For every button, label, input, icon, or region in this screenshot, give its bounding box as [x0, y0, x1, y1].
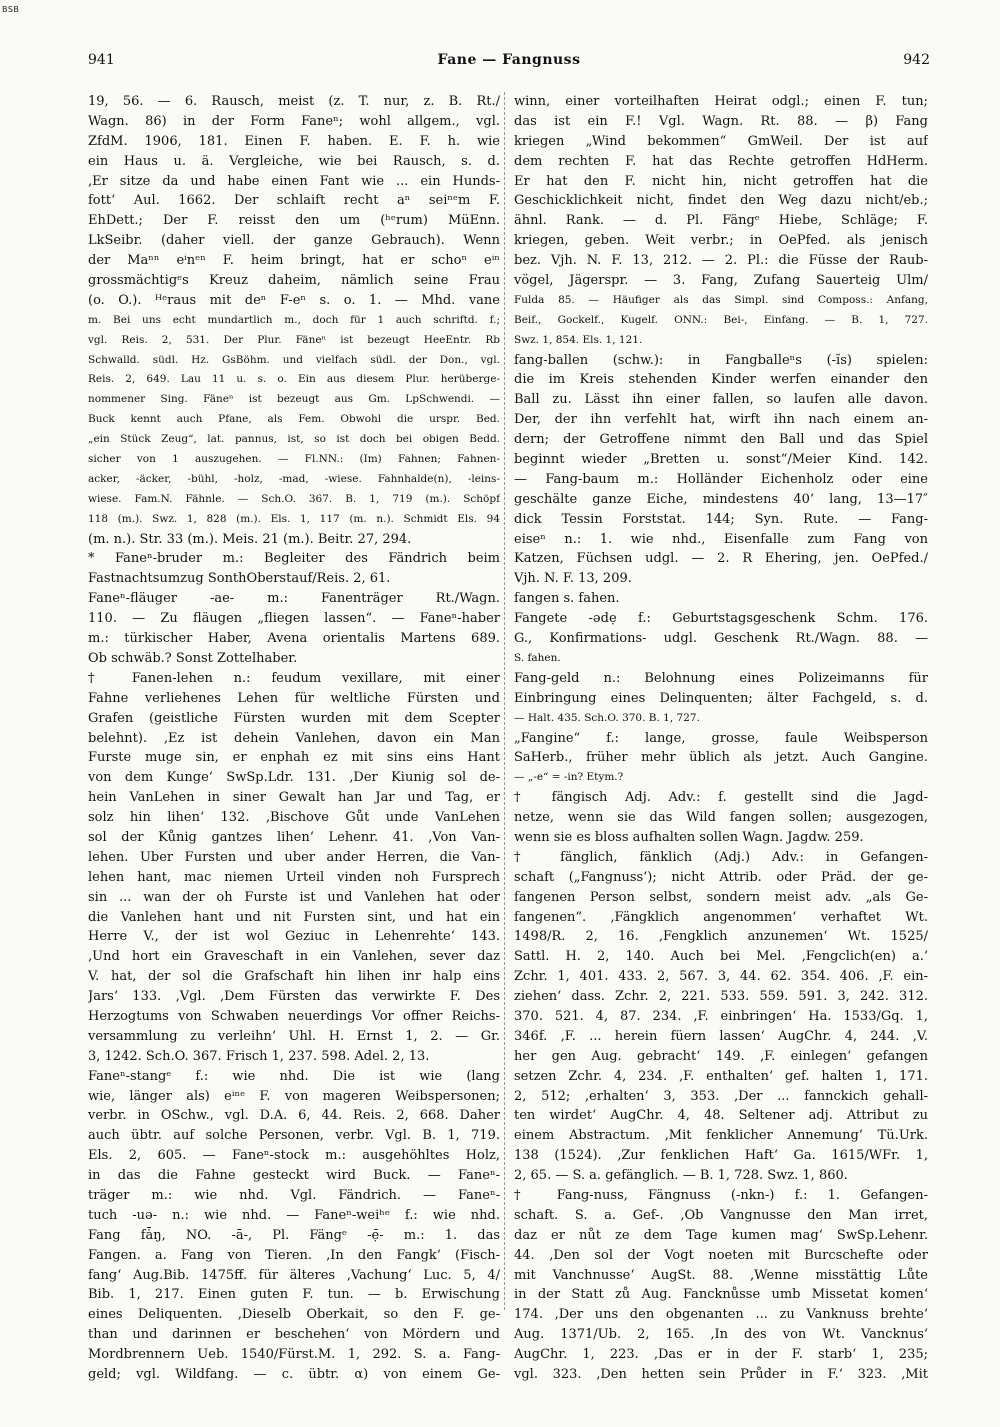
text-line: Fang-geld n.: Belohnung eines Polizeimanns für [514, 670, 928, 686]
text-line: 346f. ‚F. ... herein füern lassen‘ AugChr. 4, 244. ‚V. [514, 1028, 928, 1044]
text-line: † fängisch Adj. Adv.: f. gestellt sind die Jagd- [514, 790, 928, 806]
text-line: 3, 1242. Sch.O. 367. Frisch 1, 237. 598. Adel. 2, 13. [88, 1048, 430, 1064]
text-line: winn, einer vorteilhaften Heirat odgl.; einen F. tun; [514, 94, 928, 109]
text-line: (o. O.). ᴴᵉraus mit deⁿ F-eⁿ s. o. 1. — Mhd. vane [88, 292, 500, 308]
text-line: kriegen, geben. Weit verbr.; in OePfed. als jenisch [514, 233, 928, 249]
text-line: träger m.: wie nhd. Vgl. Fändrich. — Faneⁿ- [88, 1187, 500, 1203]
text-line: dick Tessin Forststat. 144; Syn. Rute. — Fang- [514, 511, 928, 527]
text-line: „Fangine“ f.: lange, grosse, faule Weibsperson [514, 730, 928, 746]
text-line: * Faneⁿ-bruder m.: Begleiter des Fändrich beim [88, 551, 500, 567]
text-line: belehnt). ‚Ez ist dehein Vanlehen, davon ein Man [88, 730, 500, 746]
text-line: ZfdM. 1906, 181. Einen F. haben. E. F. h. wie [88, 133, 500, 149]
page-number-left: 941 [88, 52, 115, 68]
text-line: fangen s. fahen. [514, 591, 620, 607]
text-line: LkSeibr. (daher viell. der ganze Gebrauch). Wenn [88, 233, 500, 249]
text-line: beginnt wieder „Bretten u. sonst“/Meier Kind. 142. [514, 452, 928, 468]
text-line: acker, -äcker, -bühl, -holz, -mad, -wiese. Fahnhalde(n), -leins- [88, 472, 500, 485]
text-line: dem rechten F. hat das Rechte getroffen HdHerm. [514, 153, 928, 169]
text-line: der Maⁿⁿ eⁱnᵉⁿ F. heim bringt, hat er schoⁿ eⁱⁿ [88, 253, 500, 269]
text-line: † Fanen-lehen n.: feudum vexillare, mit einer [88, 670, 500, 686]
text-line: S. fahen. [514, 651, 561, 664]
text-line: Sattl. H. 2, 140. Auch bei Mel. ‚Fengclich(en) a.‘ [514, 949, 928, 965]
text-line: Mordbrennern Ueb. 1540/Fürst.M. 1, 292. S. a. Fang- [88, 1347, 500, 1363]
text-line: ‚Und hort ein Graveschaft in ein Vanlehen, sever daz [88, 949, 500, 965]
text-line: 19, 56. — 6. Rausch, meist (z. T. nur, z. B. Rt./ [88, 94, 500, 109]
text-line: schaft. S. a. Gef-. ‚Ob Vangnusse den Man irret, [514, 1207, 928, 1223]
text-line: geld; vgl. Wildfang. — c. übtr. α) von einem Ge- [88, 1367, 500, 1382]
text-line: m.: türkischer Haber, Avena orientalis Martens 689. [88, 631, 500, 647]
text-line: — Halt. 435. Sch.O. 370. B. 1, 727. [514, 711, 700, 724]
text-line: daz er nůt ze dem Tage kumen mag‘ SwSp.Lehenr. [514, 1227, 928, 1243]
text-line: ähnl. Rank. — d. Pl. Fängᵉ Hiebe, Schläge; F. [514, 213, 928, 229]
text-line: setzen Zchr. 4, 234. ‚F. enthalten‘ gef. halten 1, 171. [514, 1068, 928, 1084]
text-line: EhDett.; Der F. reisst den um (ʰᵉrum) MüEnn. [88, 213, 500, 229]
text-line: Grafen (geistliche Fürsten wurden mit dem Scepter [88, 710, 500, 726]
text-line: ein Haus u. ä. Vergleiche, wie bei Rausch, s. d. [88, 153, 500, 169]
text-line: 1498/R. 2, 16. ‚Fengklich anzunemen‘ Wt. 1525/ [514, 929, 928, 945]
text-line: wenn sie es bloss aufhalten sollen Wagn. Jagdw. 259. [514, 829, 864, 845]
text-line: Fastnachtsumzug SonthOberstauf/Reis. 2, 61. [88, 571, 391, 587]
text-line: vgl. 323. ‚Den hetten sein Průder in F.‘ 323. ‚Mit [514, 1367, 928, 1382]
text-line: das ist ein F.! Vgl. Wagn. Rt. 88. — β) Fang [514, 113, 928, 129]
text-line: kriegen „Wind bekommen“ GmWeil. Der ist auf [514, 133, 928, 149]
text-line: 174. ‚Der uns den obgenanten ... zu Vanknuss brehte‘ [514, 1307, 928, 1323]
text-line: Der, der ihn verfehlt hat, wirft ihn nach einem an- [514, 412, 928, 428]
text-line: Fangete -ədẹ f.: Geburtstagsgeschenk Schm. 176. [514, 611, 928, 627]
text-line: 118 (m.). Swz. 1, 828 (m.). Els. 1, 117 (m. n.). Schmidt Els. 94 [88, 512, 500, 525]
text-line: ‚Er sitze da und habe einen Fant wie ... ein Hunds- [88, 173, 500, 189]
text-line: Wagn. 86) in der Form Faneⁿ; wohl allgem., vgl. [88, 113, 500, 129]
text-line: von dem Kunge‘ SwSp.Ldr. 131. ‚Der Kiunig sol de- [88, 770, 500, 786]
text-line: 44. ‚Den sol der Vogt noeten mit Burcschefte oder [514, 1247, 928, 1263]
text-line: solz hin lihen‘ 132. ‚Bischove Gůt unde VanLehen [88, 810, 500, 826]
text-line: V. hat, der sol die Grafschaft hin lihen inr halp eins [88, 969, 500, 985]
text-line: tuch -uə- n.: wie nhd. — Faneⁿ-weiʰᵉ f.: wie nhd. [88, 1207, 500, 1223]
text-line: Ob schwäb.? Sonst Zottelhaber. [88, 650, 298, 666]
text-line: AugChr. 1, 223. ‚Das er in der F. starb‘ 1, 235; [514, 1347, 928, 1363]
text-line: geschälte ganze Eiche, mindestens 40‘ lang, 13—17″ [514, 491, 928, 507]
text-line: wiese. Fam.N. Fähnle. — Sch.O. 367. B. 1, 719 (m.). Schöpf [88, 492, 500, 505]
text-line: † fänglich, fänklich (Adj.) Adv.: in Gefangen- [514, 849, 928, 865]
text-line: SaHerb., früher mehr üblich als jetzt. Auch Gangine. [514, 750, 928, 766]
text-line: G., Konfirmations- udgl. Geschenk Rt./Wagn. 88. — [514, 631, 928, 647]
text-line: — Fang-baum m.: Holländer Eichenholz oder eine [514, 471, 928, 487]
text-line: eines Deliquenten. ‚Dieselb Oberkait, so den F. ge- [88, 1307, 500, 1323]
text-line: mit Vanchnusse‘ AugSt. 88. ‚Wenne misstättig Lůte [514, 1267, 928, 1283]
text-line: Jars‘ 133. ‚Vgl. ‚Dem Fürsten das verwirkte F. Des [88, 989, 500, 1005]
text-line: Buck kennt auch Pfane, als Fem. Obwohl die urspr. Bed. [88, 413, 500, 426]
text-line: sol der Kůnig gantzes lihen‘ Lehenr. 41. ‚Von Van- [88, 829, 500, 845]
text-line: 110. — Zu fläugen „fliegen lassen“. — Faneⁿ-haber [88, 611, 500, 627]
text-line: Katzen, Füchsen udgl. — 2. R Ehering, jen. OePfed./ [514, 551, 928, 567]
text-line: Furste muge sin, er enphah ez mit sins eins Hant [88, 750, 500, 766]
text-line: grossmächtigᵉs Kreuz daheim, nämlich seine Frau [88, 273, 500, 289]
text-line: sicher von 1 auszugehen. — Fl.NN.: (Im) Fahnen; Fahnen- [88, 453, 500, 466]
text-line: 2, 65. — S. a. gefänglich. — B. 1, 728. Swz. 1, 860. [514, 1168, 848, 1184]
text-line: lehen. Uber Fursten und uber ander Herren, die Van- [88, 849, 500, 865]
text-line: eiseⁿ n.: 1. wie nhd., Eisenfalle zum Fang von [514, 531, 928, 547]
text-line: Bib. 1, 217. Einen guten F. tun. — b. Erwischung [88, 1287, 500, 1303]
text-line: fangenen Person selbst, sondern meist adv. „als Ge- [514, 889, 928, 905]
text-line: 370. 521. 4, 87. 234. ‚F. einbringen‘ Ha. 1533/Gq. 1, [514, 1008, 928, 1024]
text-line: dern; der Getroffene nimmt den Ball und das Spiel [514, 432, 928, 448]
text-line: hein VanLehen in siner Gewalt han Jar und Tag, er [88, 790, 500, 806]
text-line: her gen Aug. gebracht‘ 149. ‚F. einlegen‘ gefangen [514, 1048, 928, 1064]
text-line: „ein Stück Zeug“, lat. pannus, ist, so ist doch bei obigen Bedd. [88, 433, 500, 446]
text-line: Fang fǡŋ, NO. -ā-, Pl. Fängᵉ -ẹ̄- m.: 1. das [88, 1227, 500, 1243]
text-line: in das die Fahne gesteckt wird Buck. — Faneⁿ- [88, 1168, 500, 1184]
text-line: Aug. 1371/Ub. 2, 165. ‚In des von Wt. Vancknus‘ [514, 1327, 928, 1343]
column-divider [504, 92, 505, 1310]
text-line: Geschicklichkeit nicht, findet den Weg dazu nicht/eb.; [514, 193, 928, 209]
text-line: m. Bei uns echt mundartlich m., doch für 1 auch schriftd. f.; [88, 313, 500, 326]
text-line: Faneⁿ-stangᵉ f.: wie nhd. Die ist wie (lang [88, 1068, 500, 1084]
text-line: in der Statt zů Aug. Fancknůsse umb Missetat komen‘ [514, 1287, 928, 1303]
text-line: Vjh. N. F. 13, 209. [514, 571, 632, 587]
text-line: einem Abstractum. ‚Mit fenklicher Annemung‘ Tü.Urk. [514, 1128, 928, 1144]
text-line: bez. Vjh. N. F. 13, 212. — 2. Pl.: die Füsse der Raub- [514, 253, 928, 269]
text-line: Herre V., der ist wol Geziuc in Lehenrehte‘ 143. [88, 929, 500, 945]
text-line: Einbringung eines Delinquenten; älter Fachgeld, s. d. [514, 690, 928, 706]
text-line: than und darinnen er beschehen‘ von Mördern und [88, 1327, 500, 1343]
text-line: Beif., Gockelf., Kugelf. ONN.: Bei-, Einfang. — B. 1, 727. [514, 313, 928, 326]
text-line: fang-ballen (schw.): in Fangballeⁿs (-ĭs) spielen: [514, 352, 928, 368]
left-column [88, 92, 500, 1385]
page-header [88, 52, 930, 72]
text-line: vögel, Jägerspr. — 3. Fang, Zufang Sauerteig Ulm/ [514, 273, 928, 289]
text-line: fang‘ Aug.Bib. 1475ff. für älteres ‚Vachung‘ Luc. 5, 4/ [88, 1267, 500, 1283]
text-line: Er hat den F. nicht hin, nicht getroffen hat die [514, 173, 928, 189]
text-line: Schwalld. südl. Hz. GsBöhm. und vielfach südl. der Don., vgl. [88, 353, 500, 366]
text-line: fangenen“. ‚Fängklich angenommen‘ verhaftet Wt. [514, 909, 928, 925]
text-line: ziehen‘ dass. Zchr. 2, 221. 533. 559. 591. 3, 242. 312. [514, 989, 928, 1005]
text-line: sin ... wan der oh Furste ist und Vanlehen hat oder [88, 889, 500, 905]
text-line: † Fang-nuss, Fängnuss (-nkn-) f.: 1. Gefangen- [514, 1187, 928, 1203]
text-line: 2, 512; ‚erhalten‘ 3, 353. ‚Der ... fannckich gehall- [514, 1088, 928, 1104]
text-line: die im Kreis stehenden Kinder werfen einander den [514, 372, 928, 388]
text-line: vgl. Reis. 2, 531. Der Plur. Fäneⁿ ist bezeugt HeeEntr. Rb [88, 333, 500, 346]
text-line: Zchr. 1, 401. 433. 2, 567. 3, 44. 62. 354. 406. ‚F. ein- [514, 969, 928, 985]
text-line: Ball zu. Lässt ihn einer fallen, so laufen alle davon. [514, 392, 928, 408]
text-line: 138 (1524). ‚Zur fenklichen Haft‘ Ga. 1615/WFr. 1, [514, 1148, 928, 1164]
text-line: netze, wenn sie das Wild fangen sollen; ausgezogen, [514, 810, 928, 826]
right-column [514, 92, 928, 1385]
text-line: verbr. in OSchw., vgl. D.A. 6, 44. Reis. 2, 668. Daher [88, 1108, 500, 1124]
text-line: versammlung zu verleihn‘ Uhl. H. Ernst 1, 2. — Gr. [88, 1028, 500, 1044]
page-number-right: 942 [903, 52, 930, 68]
text-line: Fangen. a. Fang von Tieren. ‚In den Fangk‘ (Fisch- [88, 1247, 500, 1263]
text-line: Faneⁿ-fläuger -ae- m.: Fanenträger Rt./Wagn. [88, 591, 500, 607]
running-title: Fane — Fangnuss [437, 52, 581, 68]
text-line: Fahne verliehenes Lehen für weltliche Fürsten und [88, 690, 500, 706]
text-line: — „-e“ = -in? Etym.? [514, 771, 624, 784]
text-line: Swz. 1, 854. Els. 1, 121. [514, 333, 643, 346]
text-line: auch übtr. auf solche Personen, verbr. Vgl. B. 1, 719. [88, 1128, 500, 1144]
text-line: die Vanlehen hant und nit Fursten sint, und hat ein [88, 909, 500, 925]
text-line: wie, länger als) eⁱⁿᵉ F. von mageren Weibspersonen; [88, 1088, 500, 1104]
text-line: fott‘ Aul. 1662. Der schlaift recht aⁿ seiⁿᵉm F. [88, 193, 500, 209]
text-line: Fulda 85. — Häufiger als das Simpl. sind Composs.: Anfang, [514, 293, 928, 306]
text-line: ten wirdet‘ AugChr. 4, 48. Seltener adj. Attribut zu [514, 1108, 928, 1124]
text-line: schaft („Fangnuss‘); nicht Attrib. oder Präd. der ge- [514, 869, 928, 885]
text-line: (m. n.). Str. 33 (m.). Meis. 21 (m.). Beitr. 27, 294. [88, 531, 412, 547]
text-line: Els. 2, 605. — Faneⁿ-stock m.: ausgehöhltes Holz, [88, 1148, 500, 1164]
text-line: Herzogtums von Schwaben neuerdings Vor offner Reichs- [88, 1008, 500, 1024]
library-stamp: BSB [2, 5, 20, 14]
text-line: Reis. 2, 649. Lau 11 u. s. o. Ein aus diesem Plur. herüberge- [88, 373, 500, 386]
text-line: nommener Sing. Fäneⁿ ist bezeugt aus Gm. LpSchwendi. — [88, 393, 500, 406]
text-line: lehen hant, mac niemen Urteil vinden noh Fursprech [88, 869, 500, 885]
